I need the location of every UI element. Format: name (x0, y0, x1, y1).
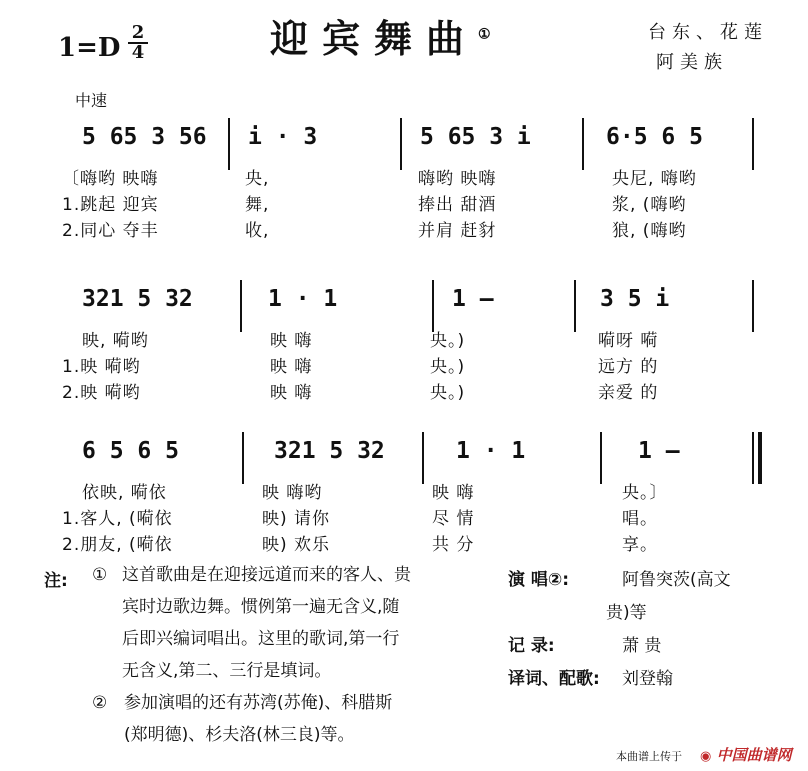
lyric-segment: 尽 情 (432, 509, 475, 529)
lyric-segment: 1.映 嗬哟 (62, 357, 141, 377)
lyric-segment: 舞, (245, 195, 270, 215)
credit-label: 记 录: (508, 636, 555, 656)
lyric-segment: 收, (245, 221, 270, 241)
bar-line (228, 118, 230, 170)
lyric-segment: 央。) (430, 383, 466, 403)
bar-line (752, 432, 754, 484)
lyric-segment: 1.客人, (嗬依 (62, 509, 173, 529)
lyric-segment: 〔嗨哟 映嗨 (62, 169, 159, 189)
lyric-segment: 映, 嗬哟 (82, 331, 149, 351)
note-group: 5 65 3 i (420, 124, 531, 150)
lyric-segment: 映 嗨 (270, 331, 313, 351)
note-group: 3 5 i (600, 286, 670, 312)
lyric-segment: 1.跳起 迎宾 (62, 195, 159, 215)
bar-line (752, 280, 754, 332)
source-ethnicity: 阿美族 (656, 52, 728, 73)
lyric-segment: 央。) (430, 357, 466, 377)
lyric-segment: 央, (245, 169, 270, 189)
bar-line (752, 118, 754, 170)
note-group: i · 3 (248, 124, 318, 150)
bar-line (432, 280, 434, 332)
lyric-segment: 映) 欢乐 (262, 535, 331, 555)
bar-line (422, 432, 424, 484)
note-group: 1 · 1 (268, 286, 338, 312)
bar-line (574, 280, 576, 332)
credit-label: 译词、配歌: (508, 669, 600, 689)
time-signature-top: 2 (131, 22, 145, 43)
note-line: 宾时边歌边舞。惯例第一遍无含义,随 (122, 597, 400, 617)
lyric-segment: 依映, 嗬依 (82, 483, 167, 503)
logo-icon: ◉ (700, 749, 712, 764)
bar-line (582, 118, 584, 170)
lyric-segment: 嗬呀 嗬 (598, 331, 659, 351)
lyric-segment: 映 嗨 (270, 357, 313, 377)
lyric-segment: 唱。 (622, 509, 658, 529)
lyric-segment: 央。) (430, 331, 466, 351)
bar-line (242, 432, 244, 484)
note-group: 1 – (638, 438, 680, 464)
credit-value: 萧 贵 (622, 636, 662, 656)
tempo-marking: 中速 (75, 91, 108, 110)
lyric-segment: 嗨哟 映嗨 (418, 169, 497, 189)
upload-note: 本曲谱上传于 (616, 750, 682, 763)
lyric-segment: 捧出 甜酒 (418, 195, 497, 215)
credit-value: 阿鲁突茨(高文 (622, 570, 731, 590)
note-group: 6 5 6 5 (82, 438, 179, 464)
time-signature (128, 24, 148, 62)
credit-label: 演 唱②: (508, 570, 570, 590)
note-group: 321 5 32 (274, 438, 385, 464)
page-title (270, 8, 491, 63)
notes-label: 注: (44, 571, 68, 591)
lyric-segment: 2.朋友, (嗬依 (62, 535, 173, 555)
lyric-segment: 共 分 (432, 535, 475, 555)
note-marker: ① (92, 565, 108, 585)
title-footnote-mark: ① (478, 26, 491, 43)
credit-value: 刘登翰 (622, 669, 673, 689)
final-bar-line (758, 432, 762, 484)
time-signature-bottom: 4 (128, 42, 148, 62)
site-watermark (700, 744, 792, 765)
note-line: 无含义,第二、三行是填词。 (122, 661, 332, 681)
bar-line (240, 280, 242, 332)
note-group: 5 65 3 56 (82, 124, 207, 150)
lyric-segment: 映 嗨 (270, 383, 313, 403)
note-line: 后即兴编词唱出。这里的歌词,第一行 (122, 629, 400, 649)
note-group: 6·5 6 5 (606, 124, 703, 150)
note-line: 这首歌曲是在迎接远道而来的客人、贵 (122, 565, 411, 585)
note-group: 1 · 1 (456, 438, 526, 464)
lyric-segment: 狼, (嗨哟 (612, 221, 687, 241)
lyric-segment: 2.映 嗬哟 (62, 383, 141, 403)
lyric-segment: 亲爱 的 (598, 383, 659, 403)
key-signature: 1=D (58, 33, 121, 63)
note-group: 1 – (452, 286, 494, 312)
note-group: 321 5 32 (82, 286, 193, 312)
lyric-segment: 远方 的 (598, 357, 659, 377)
site-name: 中国曲谱网 (716, 746, 792, 764)
lyric-segment: 映) 请你 (262, 509, 331, 529)
lyric-segment: 央尼, 嗨哟 (612, 169, 697, 189)
title-text: 迎宾舞曲 (270, 16, 479, 61)
lyric-segment: 2.同心 夺丰 (62, 221, 159, 241)
credit-value: 贵)等 (606, 603, 647, 623)
lyric-segment: 并肩 赶豺 (418, 221, 497, 241)
note-line: 参加演唱的还有苏湾(苏俺)、科腊斯 (124, 693, 393, 713)
bar-line (400, 118, 402, 170)
note-marker: ② (92, 693, 108, 713)
lyric-segment: 央。〕 (622, 483, 668, 503)
note-line: (郑明德)、杉夫洛(林三良)等。 (124, 725, 355, 745)
bar-line (600, 432, 602, 484)
source-region: 台东、花莲 (648, 22, 768, 43)
lyric-segment: 映 嗨 (432, 483, 475, 503)
lyric-segment: 映 嗨哟 (262, 483, 323, 503)
lyric-segment: 享。 (622, 535, 658, 555)
lyric-segment: 浆, (嗨哟 (612, 195, 687, 215)
